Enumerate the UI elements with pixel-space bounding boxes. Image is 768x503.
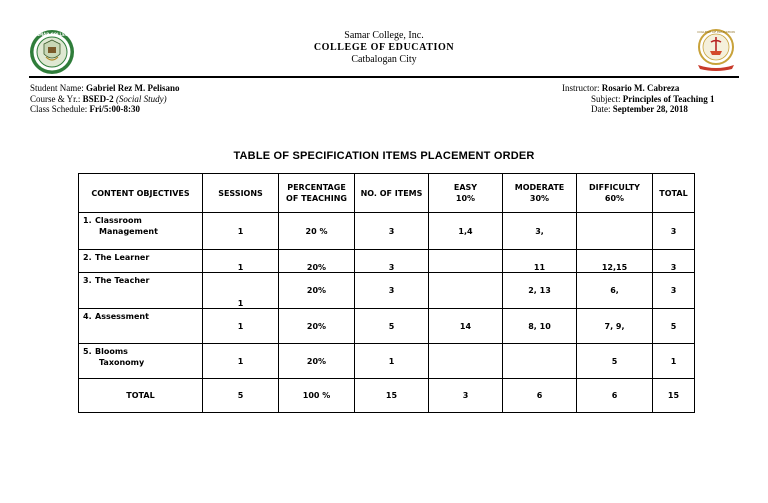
- header-difficulty-line1: DIFFICULTY: [589, 183, 640, 192]
- easy-cell: [429, 344, 503, 379]
- sessions-cell: 1: [203, 344, 279, 379]
- student-name-label: Student Name:: [30, 83, 84, 93]
- table-row: [79, 250, 695, 273]
- header-easy: [429, 174, 503, 213]
- items-cell: 3: [355, 213, 429, 250]
- instructor-line: [562, 83, 732, 94]
- objective-line1: Assessment: [95, 312, 149, 321]
- totals-percentage: 100 %: [279, 379, 355, 413]
- objective-cell: [79, 273, 203, 309]
- objective-cell: [79, 344, 203, 379]
- subject-label: Subject:: [591, 93, 621, 104]
- objective-line1: The Learner: [95, 253, 150, 262]
- items-cell: 1: [355, 344, 429, 379]
- total-cell: 3: [653, 250, 695, 273]
- right-seal-text: COLLEGE OF EDUCATION: [697, 30, 735, 34]
- header-percentage: [279, 174, 355, 213]
- sessions-cell: 1: [203, 273, 279, 309]
- objective-number: 2.: [83, 253, 92, 262]
- date-label: Date:: [591, 104, 611, 114]
- percentage-cell: 20%: [279, 250, 355, 273]
- items-cell: 3: [355, 250, 429, 273]
- difficulty-cell: 7, 9,: [577, 309, 653, 344]
- course-value: BSED-2: [82, 93, 114, 104]
- document-header: [0, 30, 768, 66]
- college-name: COLLEGE OF EDUCATION: [313, 42, 455, 53]
- percentage-cell: 20 %: [279, 213, 355, 250]
- header-objectives: CONTENT OBJECTIVES: [79, 174, 203, 213]
- moderate-cell: 3,: [503, 213, 577, 250]
- objective-number: 3.: [83, 276, 92, 285]
- header-easy-line2: 10%: [455, 194, 476, 203]
- moderate-cell: [503, 344, 577, 379]
- objective-line2: Taxonomy: [99, 358, 145, 367]
- student-name-line: [30, 83, 179, 94]
- moderate-cell: 11: [503, 250, 577, 273]
- subject-value: Principles of Teaching 1: [622, 93, 715, 104]
- header-percentage-line1: PERCENTAGE: [287, 183, 346, 192]
- student-info: [30, 83, 179, 115]
- left-seal-text: SAMAR COLLEGE: [33, 32, 71, 37]
- table-title: TABLE OF SPECIFICATION ITEMS PLACEMENT ORDER: [233, 150, 535, 162]
- header-easy-line1: EASY: [453, 183, 478, 192]
- schedule-value: Fri/5:00-8:30: [89, 104, 140, 114]
- moderate-cell: 2, 13: [503, 273, 577, 309]
- objective-line1: The Teacher: [95, 276, 150, 285]
- subject-line: [562, 94, 732, 105]
- easy-cell: 14: [429, 309, 503, 344]
- table-header-row: [79, 174, 695, 213]
- specification-table: [78, 173, 695, 413]
- objective-number: 5.: [83, 347, 92, 356]
- sessions-cell: 1: [203, 309, 279, 344]
- sessions-cell: 1: [203, 250, 279, 273]
- objective-number: 4.: [83, 312, 92, 321]
- header-divider: [29, 76, 739, 78]
- course-note: (Social Study): [115, 93, 167, 104]
- objective-number: 1.: [83, 216, 92, 225]
- total-cell: 3: [653, 273, 695, 309]
- table-row: [79, 309, 695, 344]
- objective-cell: [79, 309, 203, 344]
- header-difficulty: [577, 174, 653, 213]
- totals-items: 15: [355, 379, 429, 413]
- date-line: [562, 104, 732, 115]
- date-value: September 28, 2018: [612, 104, 688, 114]
- easy-cell: 1,4: [429, 213, 503, 250]
- header-moderate: [503, 174, 577, 213]
- total-cell: 5: [653, 309, 695, 344]
- schedule-label: Class Schedule:: [30, 104, 88, 114]
- table-row: [79, 273, 695, 309]
- header-moderate-line1: MODERATE: [514, 183, 565, 192]
- objective-line1: Blooms: [95, 347, 128, 356]
- header-moderate-line2: 30%: [529, 194, 550, 203]
- header-total: TOTAL: [653, 174, 695, 213]
- objective-line1: Classroom: [95, 216, 142, 225]
- percentage-cell: 20%: [279, 309, 355, 344]
- header-difficulty-line2: 60%: [604, 194, 625, 203]
- instructor-label: Instructor:: [562, 83, 600, 93]
- totals-sessions: 5: [203, 379, 279, 413]
- totals-total: 15: [653, 379, 695, 413]
- total-cell: 1: [653, 344, 695, 379]
- instructor-info: [562, 83, 732, 115]
- moderate-cell: 8, 10: [503, 309, 577, 344]
- easy-cell: [429, 273, 503, 309]
- course-line: [30, 94, 179, 105]
- schedule-line: [30, 104, 179, 115]
- difficulty-cell: 6,: [577, 273, 653, 309]
- table-row: [79, 213, 695, 250]
- header-items: NO. OF ITEMS: [355, 174, 429, 213]
- easy-cell: [429, 250, 503, 273]
- difficulty-cell: 5: [577, 344, 653, 379]
- city-name: Catbalogan City: [351, 54, 417, 65]
- objective-cell: [79, 250, 203, 273]
- instructor-value: Rosario M. Cabreza: [601, 83, 680, 93]
- totals-moderate: 6: [503, 379, 577, 413]
- totals-label: TOTAL: [79, 379, 203, 413]
- totals-easy: 3: [429, 379, 503, 413]
- difficulty-cell: 12,15: [577, 250, 653, 273]
- items-cell: 5: [355, 309, 429, 344]
- course-label: Course & Yr.:: [30, 93, 81, 104]
- totals-row: [79, 379, 695, 413]
- table-row: [79, 344, 695, 379]
- sessions-cell: 1: [203, 213, 279, 250]
- objective-line2: Management: [99, 227, 158, 236]
- header-sessions: SESSIONS: [203, 174, 279, 213]
- totals-difficulty: 6: [577, 379, 653, 413]
- header-percentage-line2: OF TEACHING: [286, 194, 347, 203]
- percentage-cell: 20%: [279, 344, 355, 379]
- total-cell: 3: [653, 213, 695, 250]
- institution-name: Samar College, Inc.: [344, 30, 424, 41]
- student-name-value: Gabriel Rez M. Pelisano: [86, 83, 180, 93]
- percentage-cell: 20%: [279, 273, 355, 309]
- objective-cell: [79, 213, 203, 250]
- items-cell: 3: [355, 273, 429, 309]
- difficulty-cell: [577, 213, 653, 250]
